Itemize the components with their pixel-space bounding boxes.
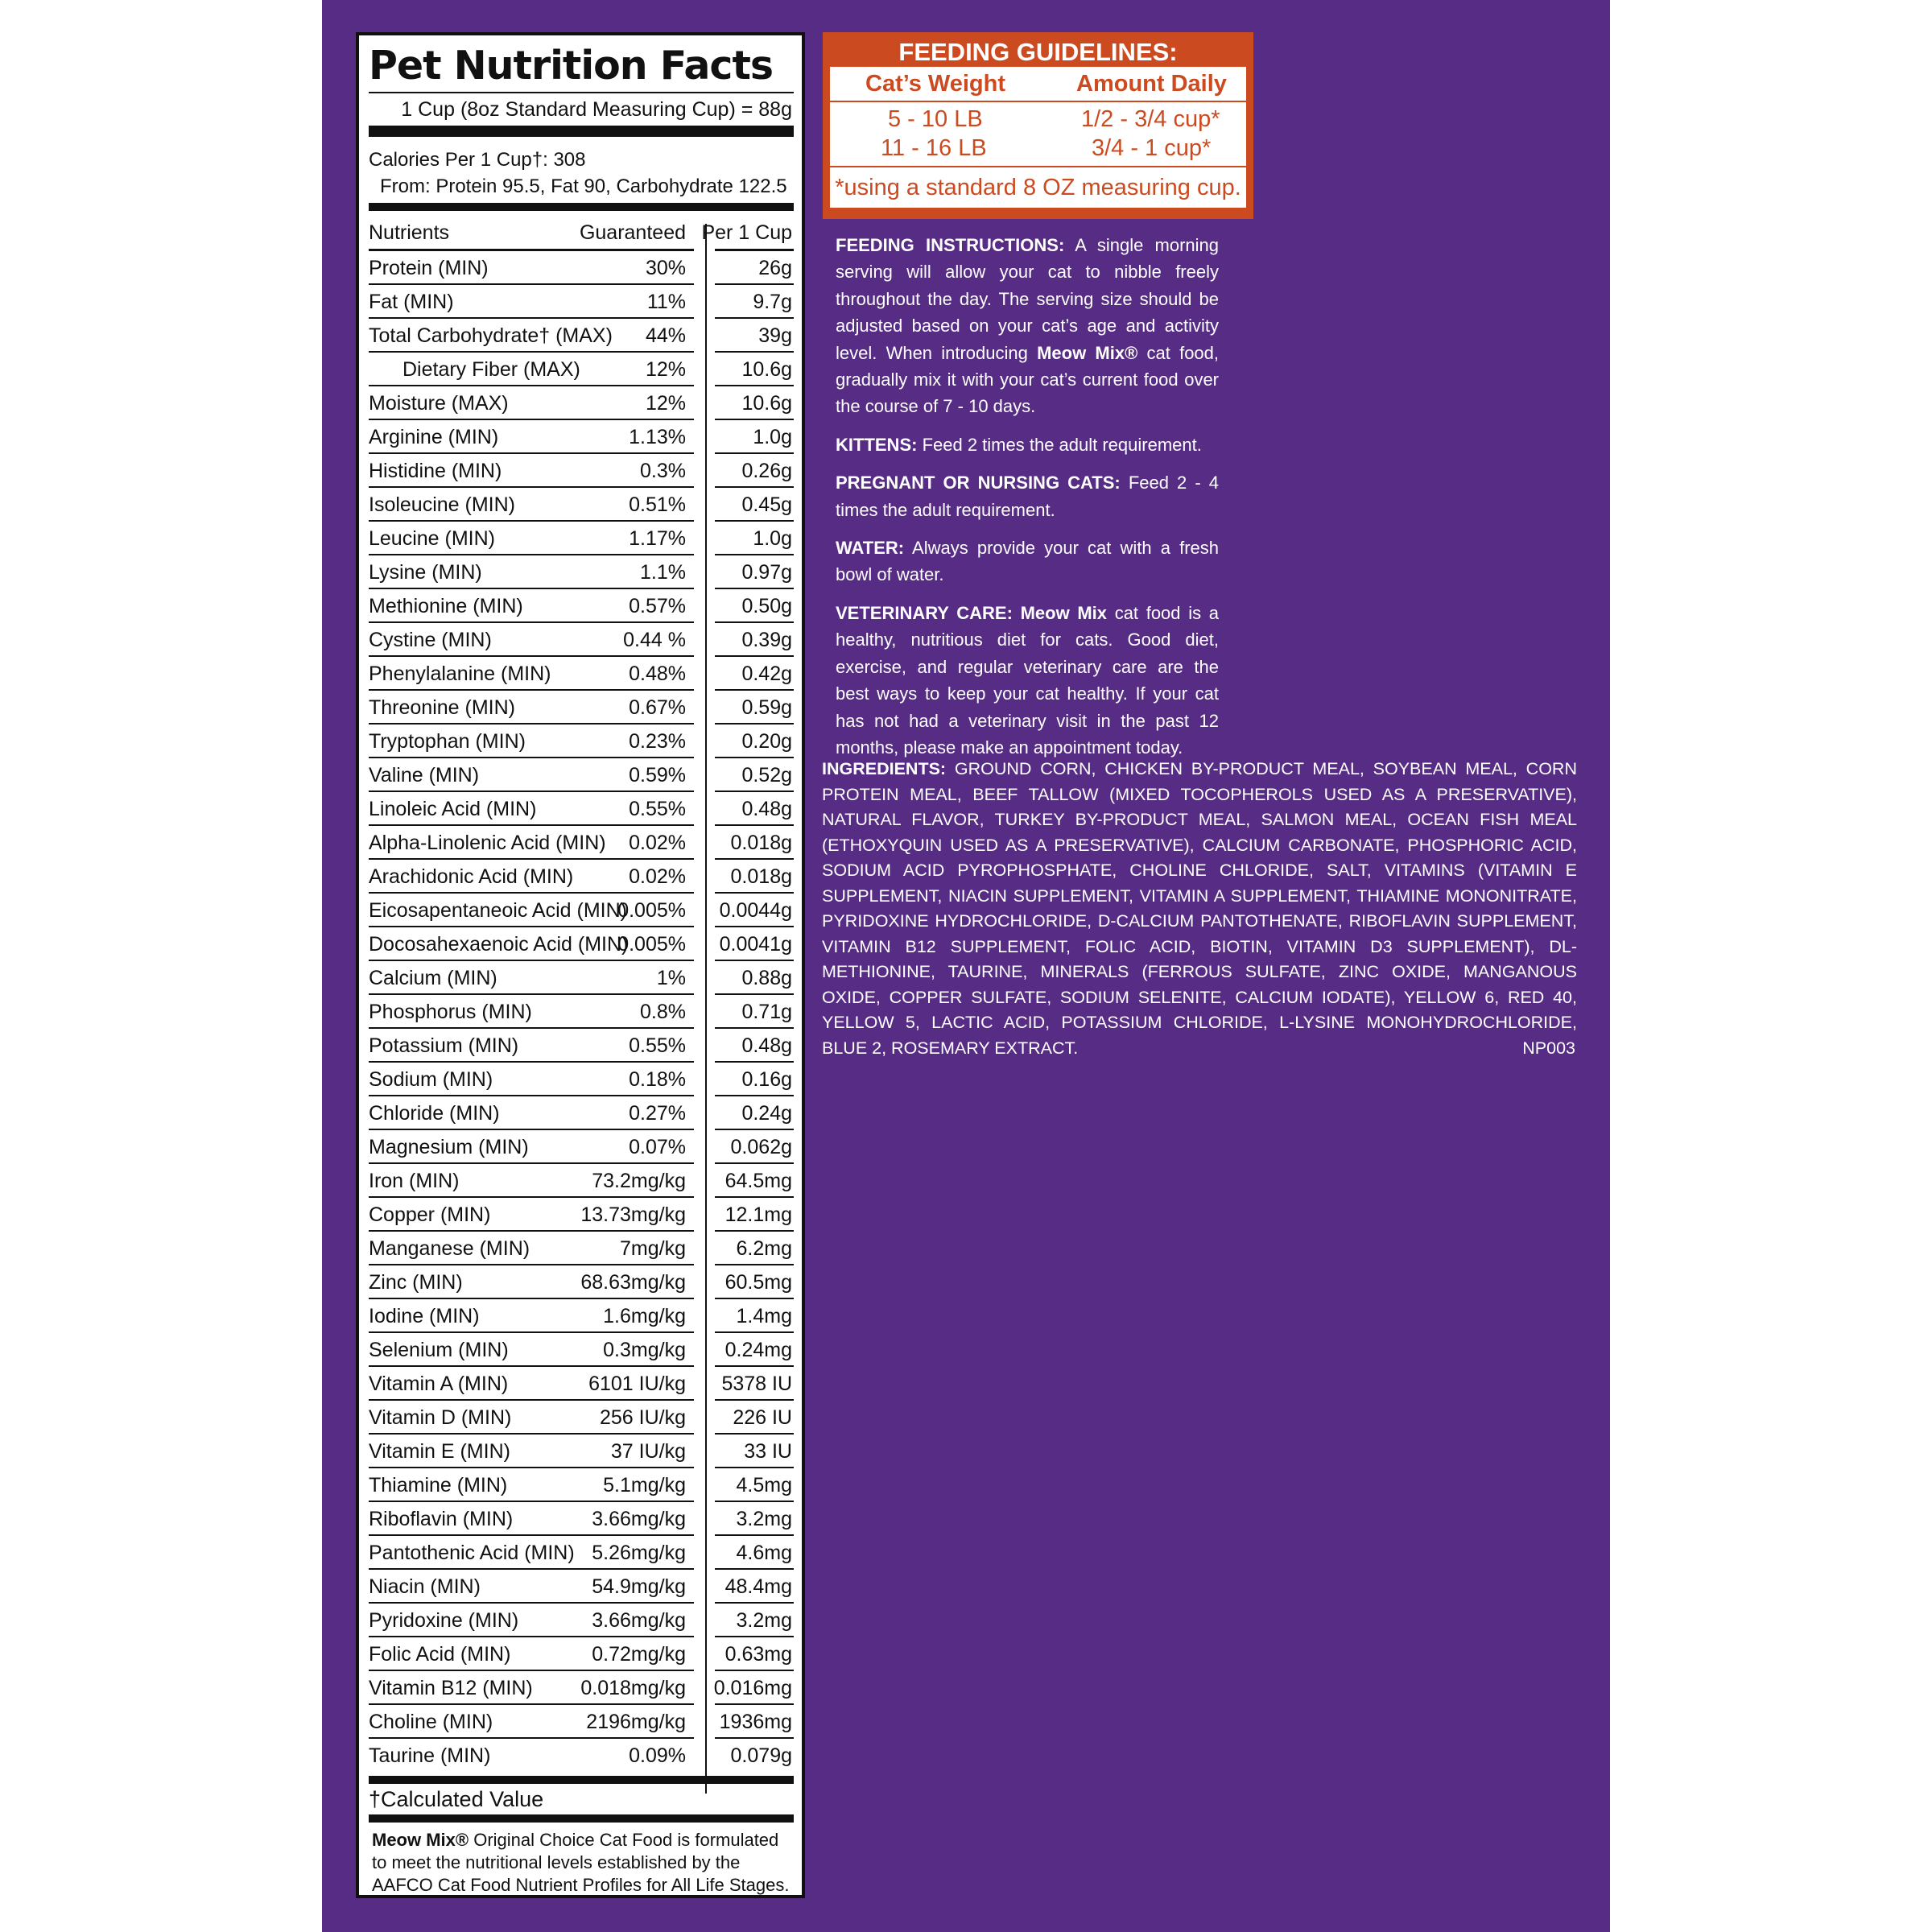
guaranteed-value: 1.1% [640,561,686,584]
nutrient-name: Moisture (MAX) [369,392,509,415]
guaranteed-value: 2196mg/kg [586,1711,686,1733]
guaranteed-value: 12% [645,358,686,381]
guaranteed-value: 37 IU/kg [610,1440,686,1463]
table-row [369,1198,794,1232]
table-row [369,319,794,353]
guaranteed-value: 0.005% [617,933,686,956]
nutrient-name: Cystine (MIN) [369,629,492,651]
table-row [369,1637,794,1671]
per-cup-value: 0.48g [741,798,792,820]
guaranteed-value: 13.73mg/kg [580,1203,686,1226]
table-row [369,1671,794,1705]
table-row [369,285,794,319]
per-cup-value: 0.48g [741,1034,792,1057]
table-row [369,386,794,420]
guaranteed-value: 54.9mg/kg [592,1575,686,1598]
table-row [369,724,794,758]
per-cup-value: 0.39g [741,629,792,651]
guaranteed-value: 0.57% [629,595,686,617]
table-header-row [369,216,794,251]
table-row [369,251,794,285]
divider [369,1814,794,1823]
feeding-header-row [830,67,1246,102]
nutrient-name: Arachidonic Acid (MIN) [369,865,574,888]
table-row [369,792,794,826]
per-cup-value: 0.018g [730,832,792,854]
serving-size: 1 Cup (8oz Standard Measuring Cup) = 88g [369,92,794,126]
nutrient-name: Potassium (MIN) [369,1034,519,1057]
per-cup-value: 0.52g [741,764,792,786]
per-cup-value: 0.062g [730,1136,792,1158]
nutrient-name: Sodium (MIN) [369,1068,493,1091]
table-row [369,1164,794,1198]
nutrient-name: Riboflavin (MIN) [369,1508,514,1530]
per-cup-value: 0.26g [741,460,792,482]
header-nutrients: Nutrients [369,221,450,244]
table-row [369,1435,794,1468]
feeding-row: 11 - 16 LB 3/4 - 1 cup* [881,135,1212,161]
guaranteed-value: 256 IU/kg [599,1406,686,1429]
table-row [369,1299,794,1333]
nutrient-name: Zinc (MIN) [369,1271,463,1294]
per-cup-value: 0.63mg [724,1643,792,1666]
table-row [369,589,794,623]
nutrient-name: Alpha-Linolenic Acid (MIN) [369,832,606,854]
guaranteed-value: 11% [646,291,686,313]
brand-name: Meow Mix® [372,1830,469,1850]
aafco-statement: Meow Mix® Original Choice Cat Food is formulated to meet the nutritional levels established by the AAFCO Cat Food Nutrient Profiles for All Life Stages. [372,1830,790,1895]
nutrient-name: Leucine (MIN) [369,527,495,550]
table-row [369,1468,794,1502]
header-per-cup: Per 1 Cup [701,221,792,244]
guaranteed-value: 44% [645,324,686,347]
per-cup-value: 0.97g [741,561,792,584]
nutrient-name: Vitamin E (MIN) [369,1440,510,1463]
nutrient-name: Pyridoxine (MIN) [369,1609,519,1632]
nutrient-name: Histidine (MIN) [369,460,502,482]
per-cup-value: 48.4mg [724,1575,792,1598]
per-cup-value: 0.24g [741,1102,792,1125]
nutrient-name: Iodine (MIN) [369,1305,480,1327]
table-row [369,1130,794,1164]
table-row [369,927,794,961]
guaranteed-value: 1.17% [629,527,686,550]
ingredients-list [822,757,1577,1061]
nutrient-name: Eicosapentaneoic Acid (MIN) [369,899,627,922]
table-row [369,894,794,927]
guaranteed-value: 0.3% [640,460,686,482]
nutrient-name: Thiamine (MIN) [369,1474,508,1496]
per-cup-value: 64.5mg [724,1170,792,1192]
table-row [369,1705,794,1739]
per-cup-value: 226 IU [733,1406,792,1429]
pregnant-paragraph: PREGNANT OR NURSING CATS: Feed 2 - 4 times the adult requirement. [836,473,1219,520]
nutrient-name: Iron (MIN) [369,1170,460,1192]
nutrient-name: Linoleic Acid (MIN) [369,798,537,820]
guaranteed-value: 0.23% [629,730,686,753]
veterinary-paragraph: VETERINARY CARE: Meow Mix cat food is a healthy, nutritious diet for cats. Good diet, exercise, and regular veterinary care are the best ways to keep your cat healthy. If your cat has not had a veterinary visit in the past 12 months, please make an appointment today. [836,602,1219,758]
water-paragraph: WATER: Always provide your cat with a fresh bowl of water. [836,538,1219,585]
per-cup-value: 0.88g [741,967,792,989]
guaranteed-value: 3.66mg/kg [592,1609,686,1632]
nutrient-name: Arginine (MIN) [369,426,499,448]
table-row [369,454,794,488]
table-row [369,1232,794,1265]
per-cup-value: 1.0g [753,426,792,448]
guaranteed-value: 0.27% [629,1102,686,1125]
guaranteed-value: 1.13% [629,426,686,448]
feeding-instructions [836,232,1219,772]
guaranteed-value: 0.55% [629,798,686,820]
table-row [369,623,794,657]
table-row [369,488,794,522]
per-cup-value: 0.59g [741,696,792,719]
table-row [369,758,794,792]
nutrient-name: Choline (MIN) [369,1711,493,1733]
per-cup-value: 9.7g [753,291,792,313]
nutrient-name: Total Carbohydrate† (MAX) [369,324,613,347]
per-cup-value: 1936mg [719,1711,792,1733]
guaranteed-value: 0.55% [629,1034,686,1057]
guaranteed-value: 0.3mg/kg [603,1339,686,1361]
per-cup-value: 4.6mg [736,1542,792,1564]
divider [369,126,794,137]
guaranteed-value: 1% [656,967,686,989]
guaranteed-value: 0.09% [629,1744,686,1767]
feeding-note: *using a standard 8 OZ measuring cup. [830,166,1246,208]
per-cup-value: 0.50g [741,595,792,617]
calories: Calories Per 1 Cup†: 308 [369,149,586,171]
per-cup-value: 3.2mg [736,1508,792,1530]
nutrient-name: Phosphorus (MIN) [369,1001,532,1023]
per-cup-value: 0.45g [741,493,792,516]
per-cup-value: 4.5mg [736,1474,792,1496]
guaranteed-value: 0.72mg/kg [592,1643,686,1666]
guaranteed-value: 0.51% [629,493,686,516]
nutrient-name: Copper (MIN) [369,1203,491,1226]
table-row [369,1367,794,1401]
per-cup-value: 5378 IU [721,1373,792,1395]
feeding-instructions-paragraph: FEEDING INSTRUCTIONS: A single morning serving will allow your cat to nibble freely throughout the day. The serving size should be adjusted based on your cat’s age and activity level. When introducing Meow Mix® cat food, gradually mix it with your cat’s current food over the course of 7 - 10 days. [836,235,1220,417]
guaranteed-value: 68.63mg/kg [580,1271,686,1294]
guaranteed-value: 1.6mg/kg [603,1305,686,1327]
per-cup-value: 0.24mg [724,1339,792,1361]
nutrient-name: Protein (MIN) [369,257,489,279]
feeding-guidelines-box [823,32,1253,219]
nutrient-name: Niacin (MIN) [369,1575,481,1598]
per-cup-value: 0.0041g [719,933,792,956]
guaranteed-value: 7mg/kg [620,1237,686,1260]
per-cup-value: 0.079g [730,1744,792,1767]
per-cup-value: 60.5mg [724,1271,792,1294]
guaranteed-value: 0.02% [629,832,686,854]
nutrient-name: Calcium (MIN) [369,967,497,989]
table-row [369,1333,794,1367]
nutrient-name: Methionine (MIN) [369,595,523,617]
nutrient-name: Phenylalanine (MIN) [369,663,551,685]
table-row [369,657,794,691]
guaranteed-value: 0.67% [629,696,686,719]
nutrient-name: Manganese (MIN) [369,1237,530,1260]
guaranteed-value: 5.26mg/kg [592,1542,686,1564]
per-cup-value: 0.20g [741,730,792,753]
nutrient-name: Taurine (MIN) [369,1744,491,1767]
table-row [369,995,794,1029]
nutrient-name: Fat (MIN) [369,291,454,313]
ingredients-text: GROUND CORN, CHICKEN BY-PRODUCT MEAL, SOYBEAN MEAL, CORN PROTEIN MEAL, BEEF TALLOW (MIXED TOCOPHEROLS USED AS A PRESERVATIVE), NATURAL FLAVOR, TURKEY BY-PRODUCT MEAL, SALMON MEAL, OCEAN FISH MEAL (ETHOXYQUIN USED AS A PRESERVATIVE), CALCIUM CARBONATE, PHOSPHORIC ACID, SODIUM ACID PYROPHOSPHATE, CHOLINE CHLORIDE, SALT, VITAMINS (VITAMIN E SUPPLEMENT, NIACIN SUPPLEMENT, VITAMIN A SUPPLEMENT, THIAMINE MONONITRATE, PYRIDOXINE HYDROCHLORIDE, D-CALCIUM PANTOTHENATE, RIBOFLAVIN SUPPLEMENT, VITAMIN B12 SUPPLEMENT, FOLIC ACID, BIOTIN, VITAMIN D3 SUPPLEMENT), DL-METHIONINE, TAURINE, MINERALS (FERROUS SULFATE, ZINC OXIDE, MANGANOUS OXIDE, COPPER SULFATE, SODIUM SELENITE, CALCIUM IODATE), YELLOW 6, RED 40, YELLOW 5, LACTIC ACID, POTASSIUM CHLORIDE, L-LYSINE MONOHYDROCHLORIDE, BLUE 2, ROSEMARY EXTRACT. [822,759,1577,1058]
per-cup-value: 6.2mg [736,1237,792,1260]
product-code: NP003 [1522,1038,1575,1058]
nutrient-name: Magnesium (MIN) [369,1136,529,1158]
guaranteed-value: 0.005% [617,899,686,922]
per-cup-value: 1.4mg [736,1305,792,1327]
nutrient-name: Threonine (MIN) [369,696,515,719]
nutrient-name: Chloride (MIN) [369,1102,500,1125]
table-row [369,1502,794,1536]
per-cup-value: 0.016mg [713,1677,792,1699]
nutrient-name: Valine (MIN) [369,764,480,786]
table-row [369,1029,794,1063]
per-cup-value: 0.16g [741,1068,792,1091]
guaranteed-value: 30% [645,257,686,279]
table-row [369,860,794,894]
guaranteed-value: 73.2mg/kg [592,1170,686,1192]
nutrition-title: Pet Nutrition Facts [369,43,774,89]
divider [369,203,794,211]
per-cup-value: 0.71g [741,1001,792,1023]
nutrient-name: Selenium (MIN) [369,1339,509,1361]
table-row [369,1265,794,1299]
guaranteed-value: 0.48% [629,663,686,685]
footnote: †Calculated Value [369,1787,544,1811]
nutrient-name: Tryptophan (MIN) [369,730,526,753]
table-row [369,1063,794,1096]
table-row [369,420,794,454]
nutrient-name: Vitamin D (MIN) [369,1406,512,1429]
nutrient-table [369,216,794,1773]
table-row [369,1096,794,1130]
guaranteed-value: 0.18% [629,1068,686,1091]
per-cup-value: 12.1mg [724,1203,792,1226]
nutrient-name: Pantothenic Acid (MIN) [369,1542,575,1564]
per-cup-value: 39g [758,324,792,347]
per-cup-value: 10.6g [741,358,792,381]
nutrient-name: Lysine (MIN) [369,561,482,584]
table-row [369,522,794,555]
table-row [369,961,794,995]
nutrient-name: Vitamin B12 (MIN) [369,1677,533,1699]
per-cup-value: 10.6g [741,392,792,415]
per-cup-value: 1.0g [753,527,792,550]
divider [369,1776,794,1784]
table-row [369,1570,794,1604]
guaranteed-value: 6101 IU/kg [588,1373,686,1395]
table-row [369,1604,794,1637]
guaranteed-value: 12% [645,392,686,415]
calories-from: From: Protein 95.5, Fat 90, Carbohydrate 122.5 [380,175,787,197]
per-cup-value: 0.42g [741,663,792,685]
nutrient-name: Vitamin A (MIN) [369,1373,509,1395]
kittens-paragraph: KITTENS: Feed 2 times the adult requirement. [836,434,1202,455]
guaranteed-value: 0.07% [629,1136,686,1158]
feeding-guidelines-title: FEEDING GUIDELINES: [898,38,1178,66]
nutrient-name: Folic Acid (MIN) [369,1643,511,1666]
feeding-row: 5 - 10 LB 1/2 - 3/4 cup* [888,106,1220,132]
per-cup-value: 0.0044g [719,899,792,922]
per-cup-value: 0.018g [730,865,792,888]
nutrient-name: Isoleucine (MIN) [369,493,515,516]
guaranteed-value: 0.02% [629,865,686,888]
table-row [369,555,794,589]
table-row [369,1401,794,1435]
table-row [369,826,794,860]
table-row [369,691,794,724]
per-cup-value: 26g [758,257,792,279]
guaranteed-value: 3.66mg/kg [592,1508,686,1530]
nutrient-name: Dietary Fiber (MAX) [402,358,580,381]
per-cup-value: 33 IU [744,1440,792,1463]
table-row [369,1739,794,1773]
guaranteed-value: 0.44 % [623,629,686,651]
header-cat-weight: Cat’s Weight [865,71,1006,97]
guaranteed-value: 0.59% [629,764,686,786]
guaranteed-value: 0.8% [640,1001,686,1023]
nutrition-facts-panel [356,32,805,1898]
table-row [369,353,794,386]
header-guaranteed: Guaranteed [579,221,686,244]
nutrient-name: Docosahexaenoic Acid (MIN) [369,933,629,956]
header-amount-daily: Amount Daily [1076,71,1227,97]
per-cup-value: 3.2mg [736,1609,792,1632]
guaranteed-value: 0.018mg/kg [580,1677,686,1699]
ingredients-label: INGREDIENTS: [822,759,947,778]
table-row [369,1536,794,1570]
guaranteed-value: 5.1mg/kg [603,1474,686,1496]
